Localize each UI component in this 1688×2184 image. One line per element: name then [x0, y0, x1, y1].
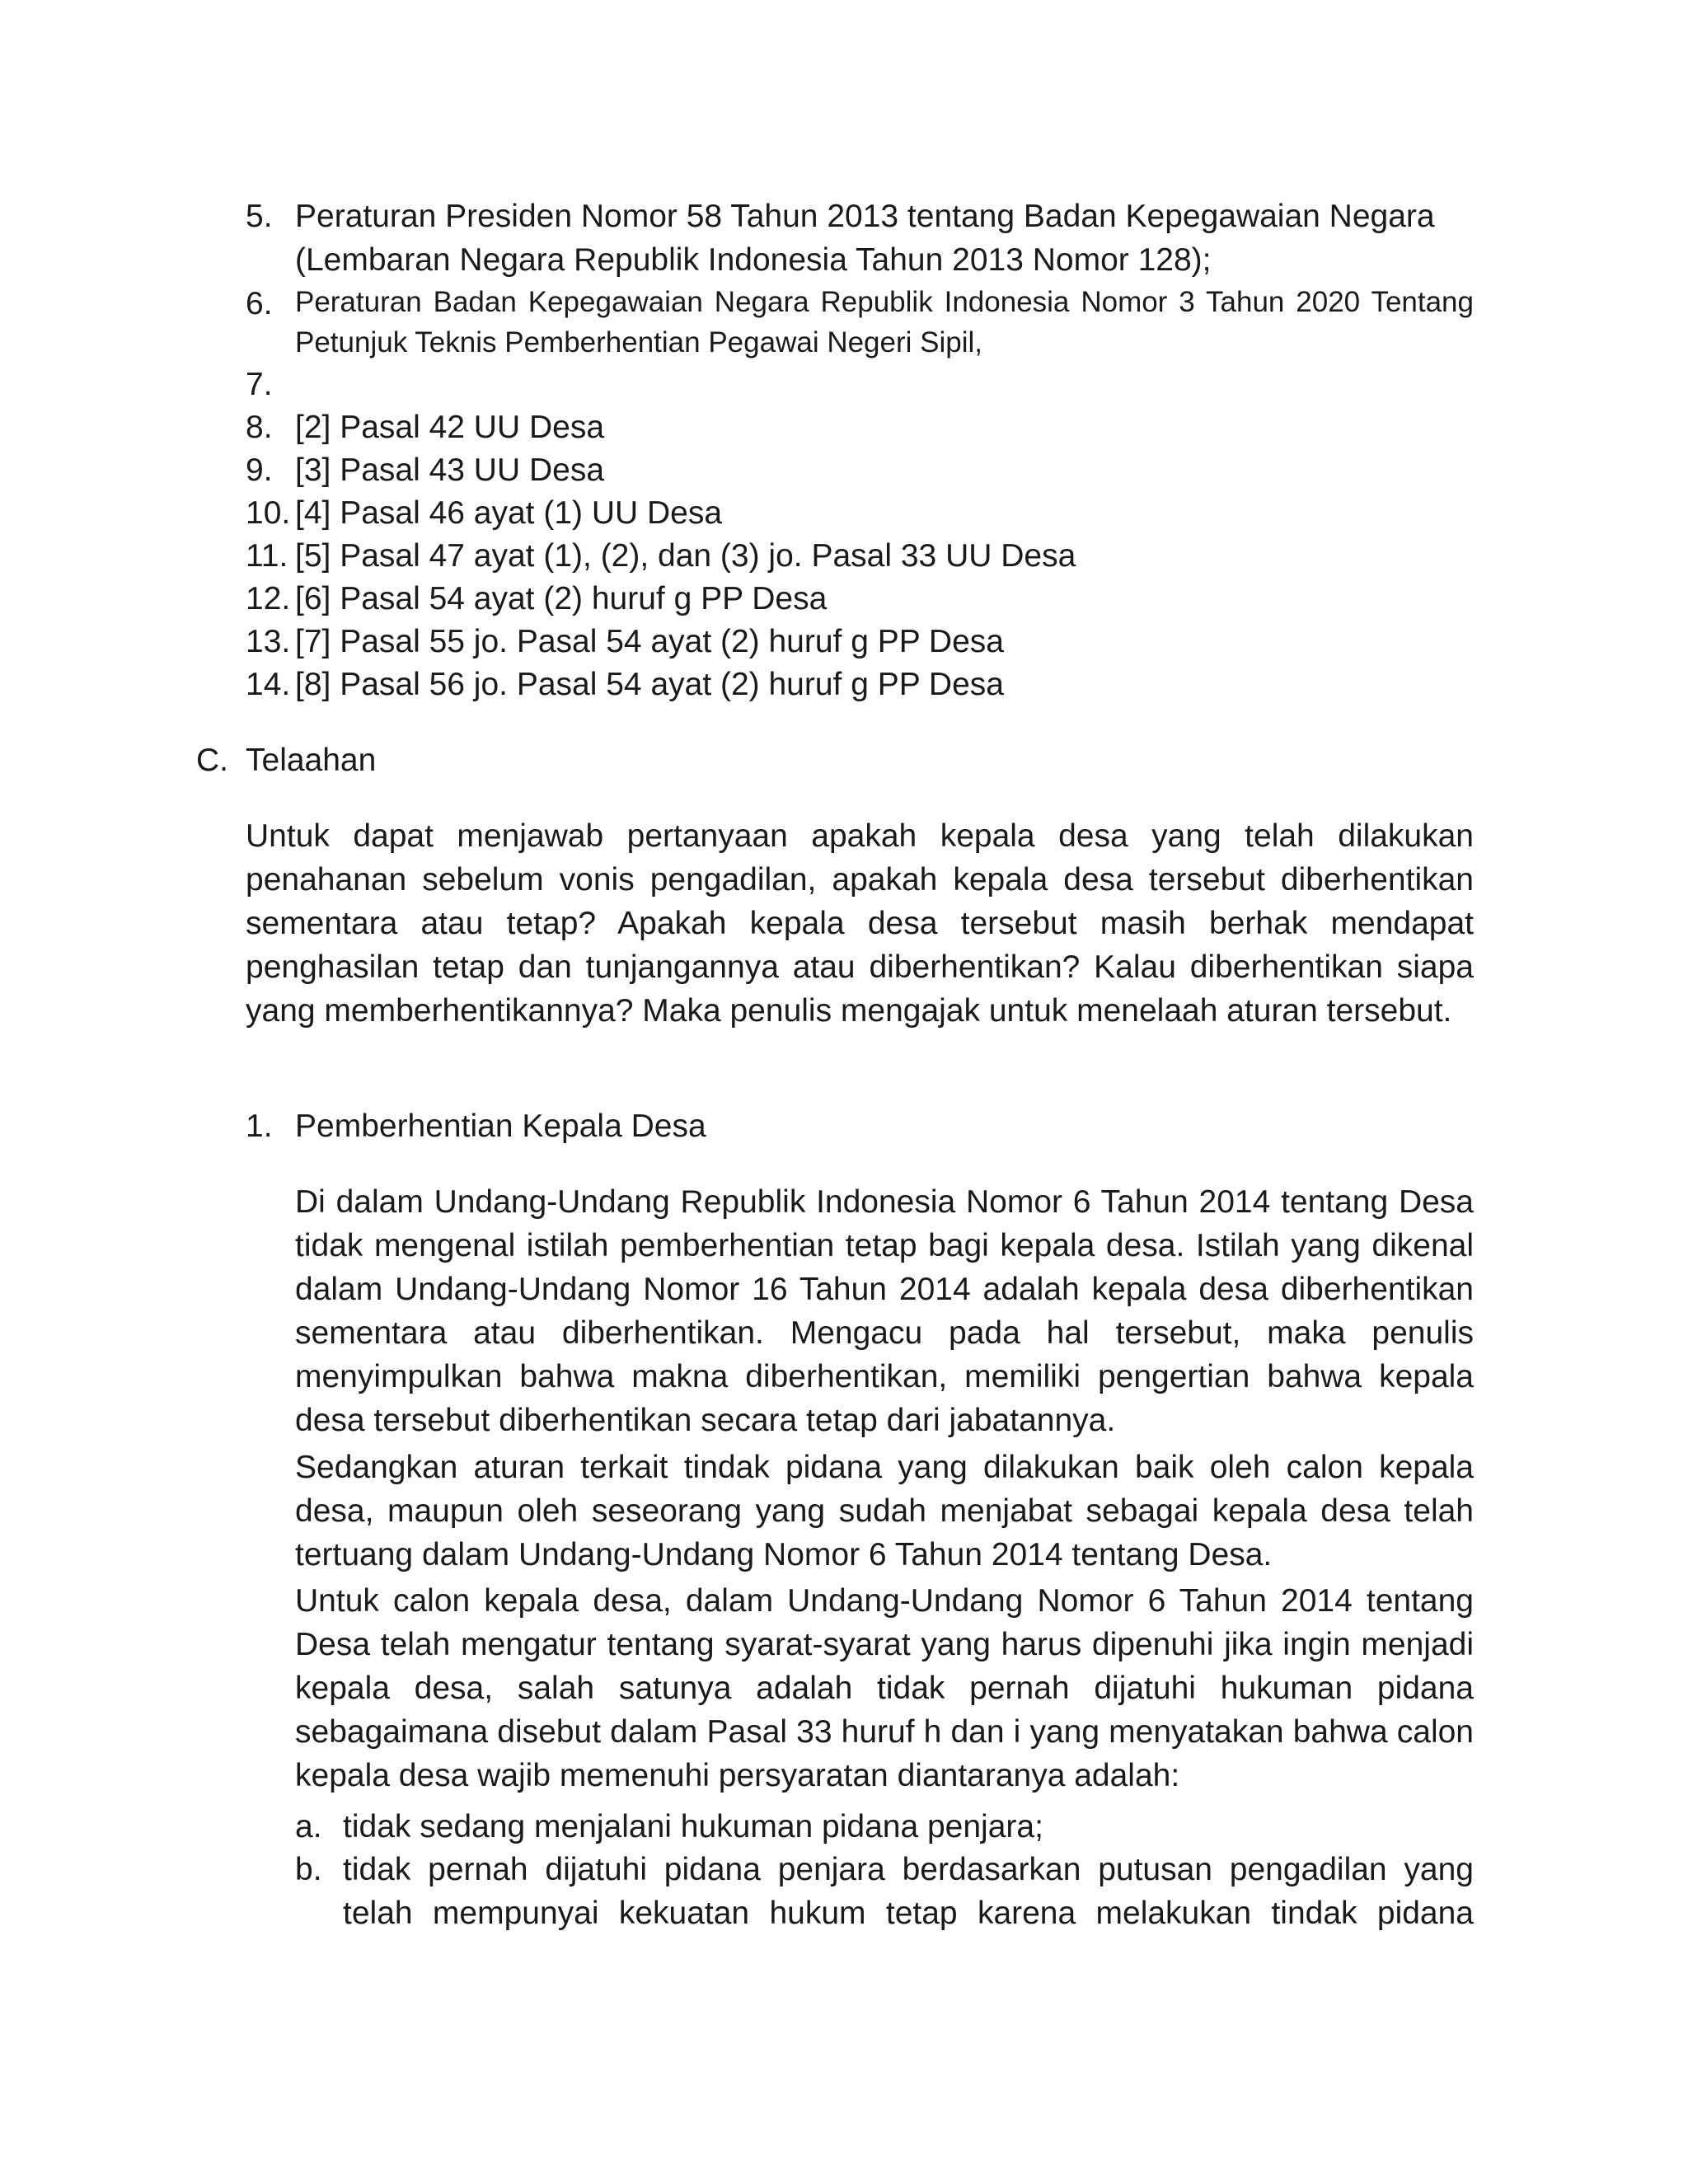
list-text: [6] Pasal 54 ayat (2) huruf g PP Desa [295, 581, 828, 616]
list-number: 12. [246, 581, 291, 616]
list-letter: a. [295, 1809, 322, 1844]
list-number: 5. [246, 199, 273, 234]
list-number: 7. [246, 367, 273, 402]
list-number: 8. [246, 410, 273, 445]
section-title: Telaahan [246, 743, 377, 778]
section-letter: C. [196, 743, 228, 778]
list-text: Peraturan Presiden Nomor 58 Tahun 2013 tentang Badan Kepegawaian Negara (Lembaran Negara Republik Indonesia Tahun 2013 Nomor 128); [295, 199, 1435, 278]
list-text: [2] Pasal 42 UU Desa [295, 410, 605, 445]
section-intro-paragraph: Untuk dapat menjawab pertanyaan apakah kepala desa yang telah dilakukan penahanan sebelum vonis pengadilan, apakah kepala desa tersebut diberhentikan sementara atau tetap? Apakah kepala desa tersebut masih berhak mendapat penghasilan tetap dan tunjangannya atau diberhentikan? Kalau diberhentikan siapa yang memberhentikannya? Maka penulis mengajak untuk menelaah aturan tersebut. [246, 818, 1474, 1029]
subsection-title: Pemberhentian Kepala Desa [295, 1108, 706, 1144]
list-number: 11. [246, 538, 288, 574]
list-text: tidak sedang menjalani hukuman pidana penjara; [343, 1809, 1043, 1844]
body-paragraph: Untuk calon kepala desa, dalam Undang-Undang Nomor 6 Tahun 2014 tentang Desa telah mengatur tentang syarat-syarat yang harus dipenuhi jika ingin menjadi kepala desa, salah satunya adalah tidak pernah dijatuhi hukuman pidana sebagaimana disebut dalam Pasal 33 huruf h dan i yang menyatakan bahwa calon kepala desa wajib memenuhi persyaratan diantaranya adalah: [295, 1583, 1474, 1793]
body-paragraph: Di dalam Undang-Undang Republik Indonesia Nomor 6 Tahun 2014 tentang Desa tidak mengenal istilah pemberhentian tetap bagi kepala desa. Istilah yang dikenal dalam Undang-Undang Nomor 16 Tahun 2014 adalah kepala desa diberhentikan sementara atau diberhentikan. Mengacu pada hal tersebut, maka penulis menyimpulkan bahwa makna diberhentikan, memiliki pengertian bahwa kepala desa tersebut diberhentikan secara tetap dari jabatannya. [295, 1184, 1474, 1438]
list-text: tidak pernah dijatuhi pidana penjara berdasarkan putusan pengadilan yang telah mempunyai kekuatan hukum tetap karena melakukan tindak pidana [343, 1852, 1474, 1931]
list-number: 6. [246, 286, 273, 321]
body-paragraph: Sedangkan aturan terkait tindak pidana yang dilakukan baik oleh calon kepala desa, maupun oleh seseorang yang sudah menjabat sebagai kepala desa telah tertuang dalam Undang-Undang Nomor 6 Tahun 2014 tentang Desa. [295, 1450, 1474, 1572]
list-text: [7] Pasal 55 jo. Pasal 54 ayat (2) huruf g PP Desa [295, 624, 1004, 659]
list-number: 9. [246, 452, 273, 488]
list-text: [3] Pasal 43 UU Desa [295, 452, 605, 488]
list-text: Peraturan Badan Kepegawaian Negara Republik Indonesia Nomor 3 Tahun 2020 Tentang Petunjuk Teknis Pemberhentian Pegawai Negeri Sipil, [295, 286, 1474, 359]
list-text: [5] Pasal 47 ayat (1), (2), dan (3) jo. Pasal 33 UU Desa [295, 538, 1076, 574]
list-number: 10. [246, 495, 291, 531]
list-text: [4] Pasal 46 ayat (1) UU Desa [295, 495, 723, 531]
list-letter: b. [295, 1852, 322, 1887]
list-number: 13. [246, 624, 291, 659]
subsection-number: 1. [246, 1108, 273, 1144]
list-number: 14. [246, 667, 291, 702]
list-text: [8] Pasal 56 jo. Pasal 54 ayat (2) huruf g PP Desa [295, 667, 1004, 702]
